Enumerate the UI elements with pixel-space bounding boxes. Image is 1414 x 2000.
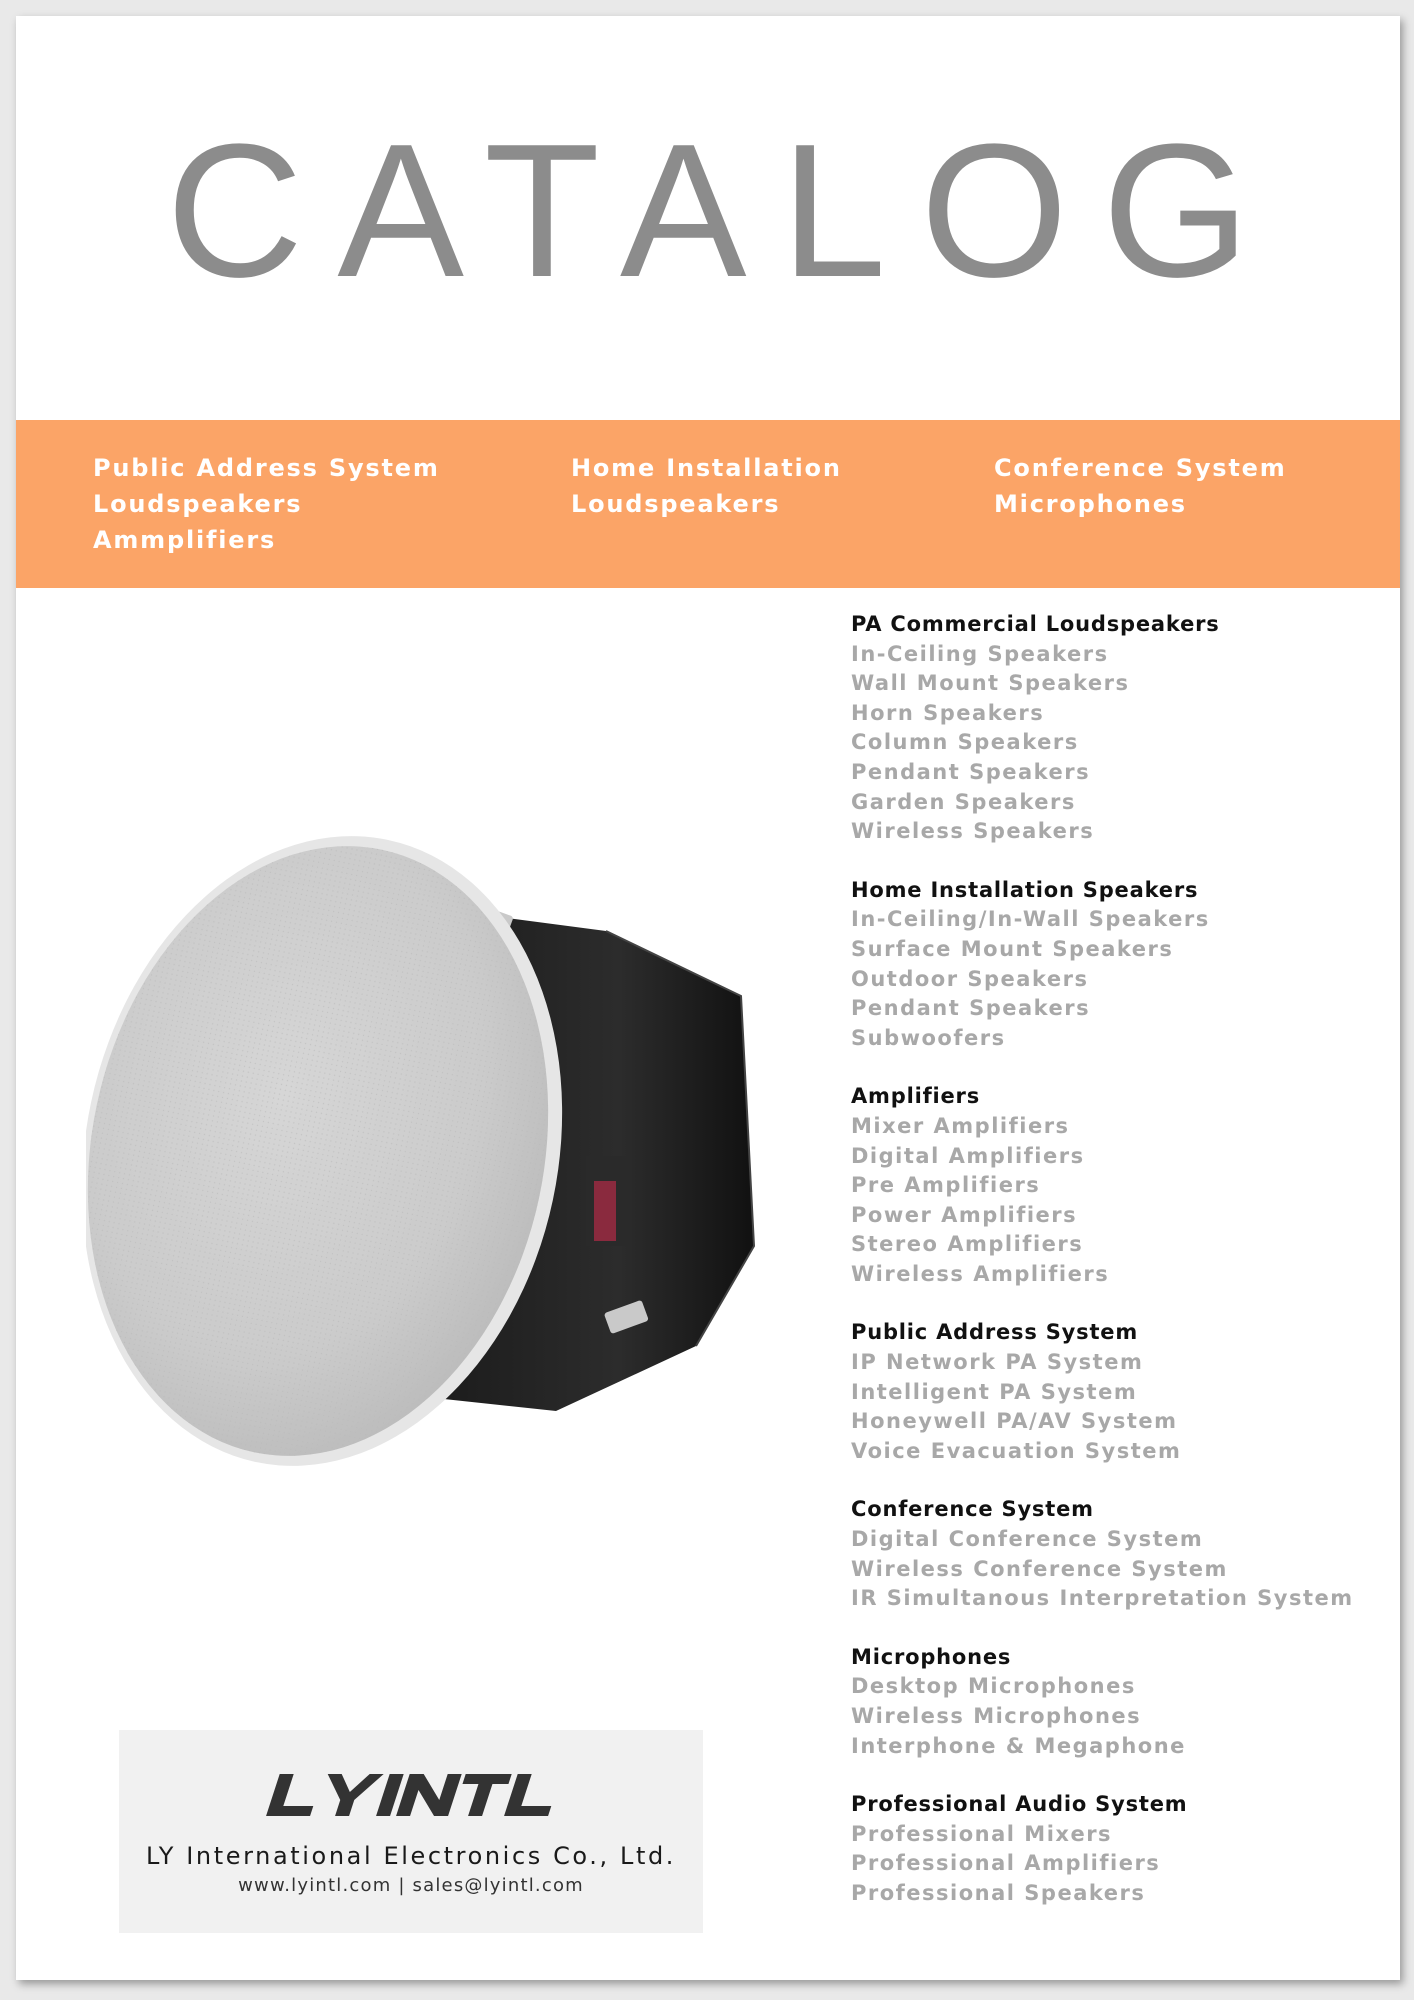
category-item: Desktop Microphones (851, 1674, 1136, 1699)
category-band (16, 420, 1400, 588)
band-column-home (571, 450, 842, 522)
category-amplifiers (851, 1082, 1391, 1289)
catalog-page (16, 16, 1400, 1980)
category-title: Conference System (851, 1497, 1094, 1522)
band-item: Microphones (994, 490, 1187, 518)
category-microphones (851, 1643, 1391, 1761)
in-ceiling-speaker-image (86, 836, 766, 1476)
category-item: Garden Speakers (851, 789, 1076, 814)
category-title: Public Address System (851, 1320, 1139, 1345)
category-pa-commercial (851, 610, 1391, 847)
category-item: Wireless Amplifiers (851, 1261, 1110, 1286)
category-item: Horn Speakers (851, 700, 1045, 725)
band-item: Conference System (994, 454, 1287, 482)
category-item: Wireless Microphones (851, 1704, 1142, 1728)
category-item: Wireless Conference System (851, 1556, 1228, 1581)
category-title: Home Installation Speakers (851, 877, 1199, 902)
category-home-installation (851, 876, 1391, 1054)
company-logo-box (119, 1730, 703, 1933)
category-item: Wireless Speakers (851, 819, 1095, 844)
category-item: Subwoofers (851, 1025, 1006, 1050)
category-title: Professional Audio System (851, 1792, 1188, 1817)
lyintl-logo (259, 1770, 559, 1820)
category-item: Column Speakers (851, 730, 1079, 755)
band-item: Loudspeakers (571, 490, 781, 518)
category-list (851, 610, 1391, 1938)
category-title: Amplifiers (851, 1084, 980, 1109)
category-item: Honeywell PA/AV System (851, 1409, 1178, 1434)
band-item: Public Address System (93, 454, 440, 482)
band-column-pa (93, 450, 440, 558)
category-professional-audio (851, 1790, 1391, 1908)
category-item: Professional Amplifiers (851, 1851, 1161, 1876)
category-item: Mixer Amplifiers (851, 1113, 1070, 1138)
category-item: Interphone & Megaphone (851, 1733, 1186, 1758)
category-item: Power Amplifiers (851, 1202, 1078, 1227)
band-item: Home Installation (571, 454, 842, 482)
category-item: Digital Amplifiers (851, 1143, 1085, 1168)
company-name: LY International Electronics Co., Ltd. (145, 1842, 677, 1870)
band-item: Ammplifiers (93, 526, 277, 554)
category-item: IR Simultanous Interpretation System (851, 1586, 1354, 1611)
category-item: Stereo Amplifiers (851, 1232, 1084, 1257)
category-item: In-Ceiling Speakers (851, 641, 1109, 666)
category-title: PA Commercial Loudspeakers (851, 612, 1220, 636)
band-column-conference (994, 450, 1287, 522)
category-item: Voice Evacuation System (851, 1438, 1182, 1463)
category-title: Microphones (851, 1644, 1012, 1669)
category-item: Pendant Speakers (851, 759, 1091, 784)
category-conference (851, 1495, 1391, 1613)
category-item: Professional Speakers (851, 1880, 1146, 1905)
company-contact: www.lyintl.com | sales@lyintl.com (238, 1875, 584, 1896)
band-item: Loudspeakers (93, 490, 303, 518)
category-item: Surface Mount Speakers (851, 936, 1174, 961)
category-item: Digital Conference System (851, 1527, 1204, 1552)
category-item: Pendant Speakers (851, 996, 1091, 1021)
category-item: Pre Amplifiers (851, 1173, 1041, 1198)
category-public-address (851, 1318, 1391, 1466)
category-item: Outdoor Speakers (851, 966, 1089, 991)
category-item: Wall Mount Speakers (851, 671, 1130, 696)
category-item: Professional Mixers (851, 1821, 1113, 1846)
category-item: In-Ceiling/In-Wall Speakers (851, 907, 1210, 932)
category-item: Intelligent PA System (851, 1379, 1138, 1404)
category-item: IP Network PA System (851, 1350, 1144, 1375)
page-title: CATALOG (166, 105, 1284, 317)
